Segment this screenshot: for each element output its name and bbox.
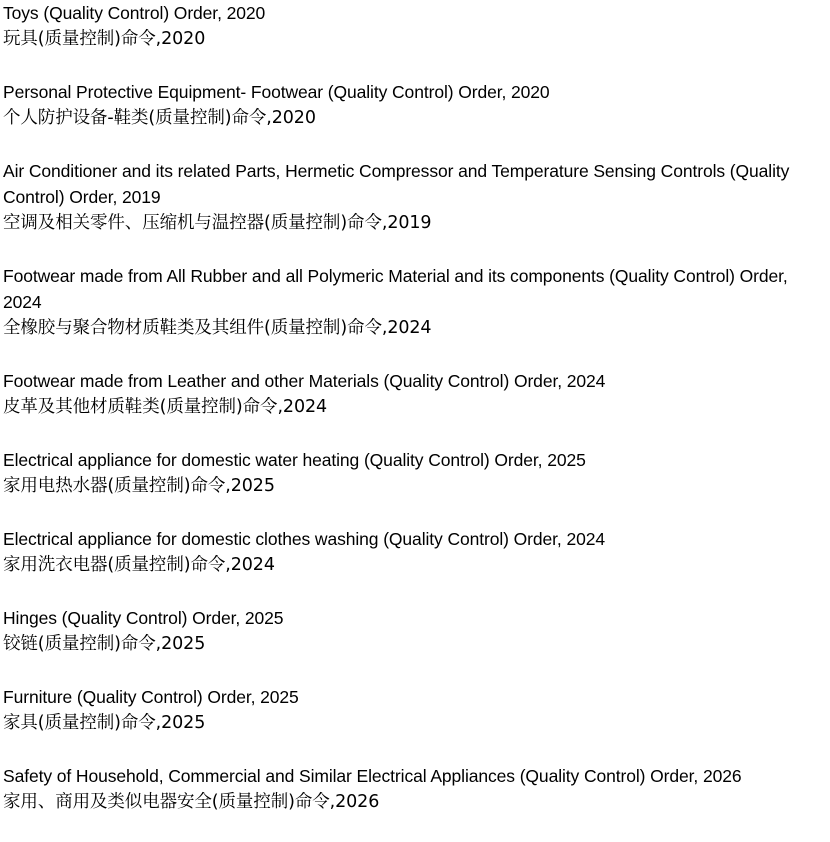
order-title-en: Personal Protective Equipment- Footwear (Quality Control) Order, 2020 [3,82,550,102]
order-entry-hinges [3,605,829,657]
order-title-en: Furniture (Quality Control) Order, 2025 [3,687,299,707]
order-title-zh: 全橡胶与聚合物材质鞋类及其组件(质量控制)命令,2024 [3,318,432,338]
order-entry-leather-footwear [3,368,829,420]
order-entry-ppe-footwear [3,79,829,131]
order-entry-rubber-footwear [3,263,829,341]
order-title-zh: 空调及相关零件、压缩机与温控器(质量控制)命令,2019 [3,213,432,233]
order-title-zh: 铰链(质量控制)命令,2025 [3,634,206,654]
order-title-zh: 玩具(质量控制)命令,2020 [3,29,206,49]
order-title-zh: 家具(质量控制)命令,2025 [3,713,206,733]
order-title-en: Hinges (Quality Control) Order, 2025 [3,608,284,628]
order-title-en: Footwear made from All Rubber and all Polymeric Material and its components (Quality Control) Order, 2024 [3,266,788,312]
order-title-zh: 家用、商用及类似电器安全(质量控制)命令,2026 [3,792,380,812]
order-title-zh: 家用电热水器(质量控制)命令,2025 [3,476,275,496]
order-title-zh: 皮革及其他材质鞋类(质量控制)命令,2024 [3,397,328,417]
order-title-en: Air Conditioner and its related Parts, Hermetic Compressor and Temperature Sensing Controls (Quality Control) Order, 2019 [3,161,790,207]
order-title-en: Electrical appliance for domestic clothes washing (Quality Control) Order, 2024 [3,529,605,549]
order-title-en: Footwear made from Leather and other Materials (Quality Control) Order, 2024 [3,371,606,391]
order-entry-clothes-washing [3,526,829,578]
order-title-en: Toys (Quality Control) Order, 2020 [3,3,266,23]
order-title-en: Safety of Household, Commercial and Similar Electrical Appliances (Quality Control) Order, 2026 [3,766,742,786]
order-entry-furniture [3,684,829,736]
order-entry-air-conditioner [3,158,829,236]
document-body [3,0,829,842]
order-entry-toys [3,0,829,52]
order-title-zh: 个人防护设备-鞋类(质量控制)命令,2020 [3,108,316,128]
order-title-zh: 家用洗衣电器(质量控制)命令,2024 [3,555,275,575]
order-entry-water-heating [3,447,829,499]
order-entry-electrical-safety [3,763,829,815]
order-title-en: Electrical appliance for domestic water heating (Quality Control) Order, 2025 [3,450,586,470]
